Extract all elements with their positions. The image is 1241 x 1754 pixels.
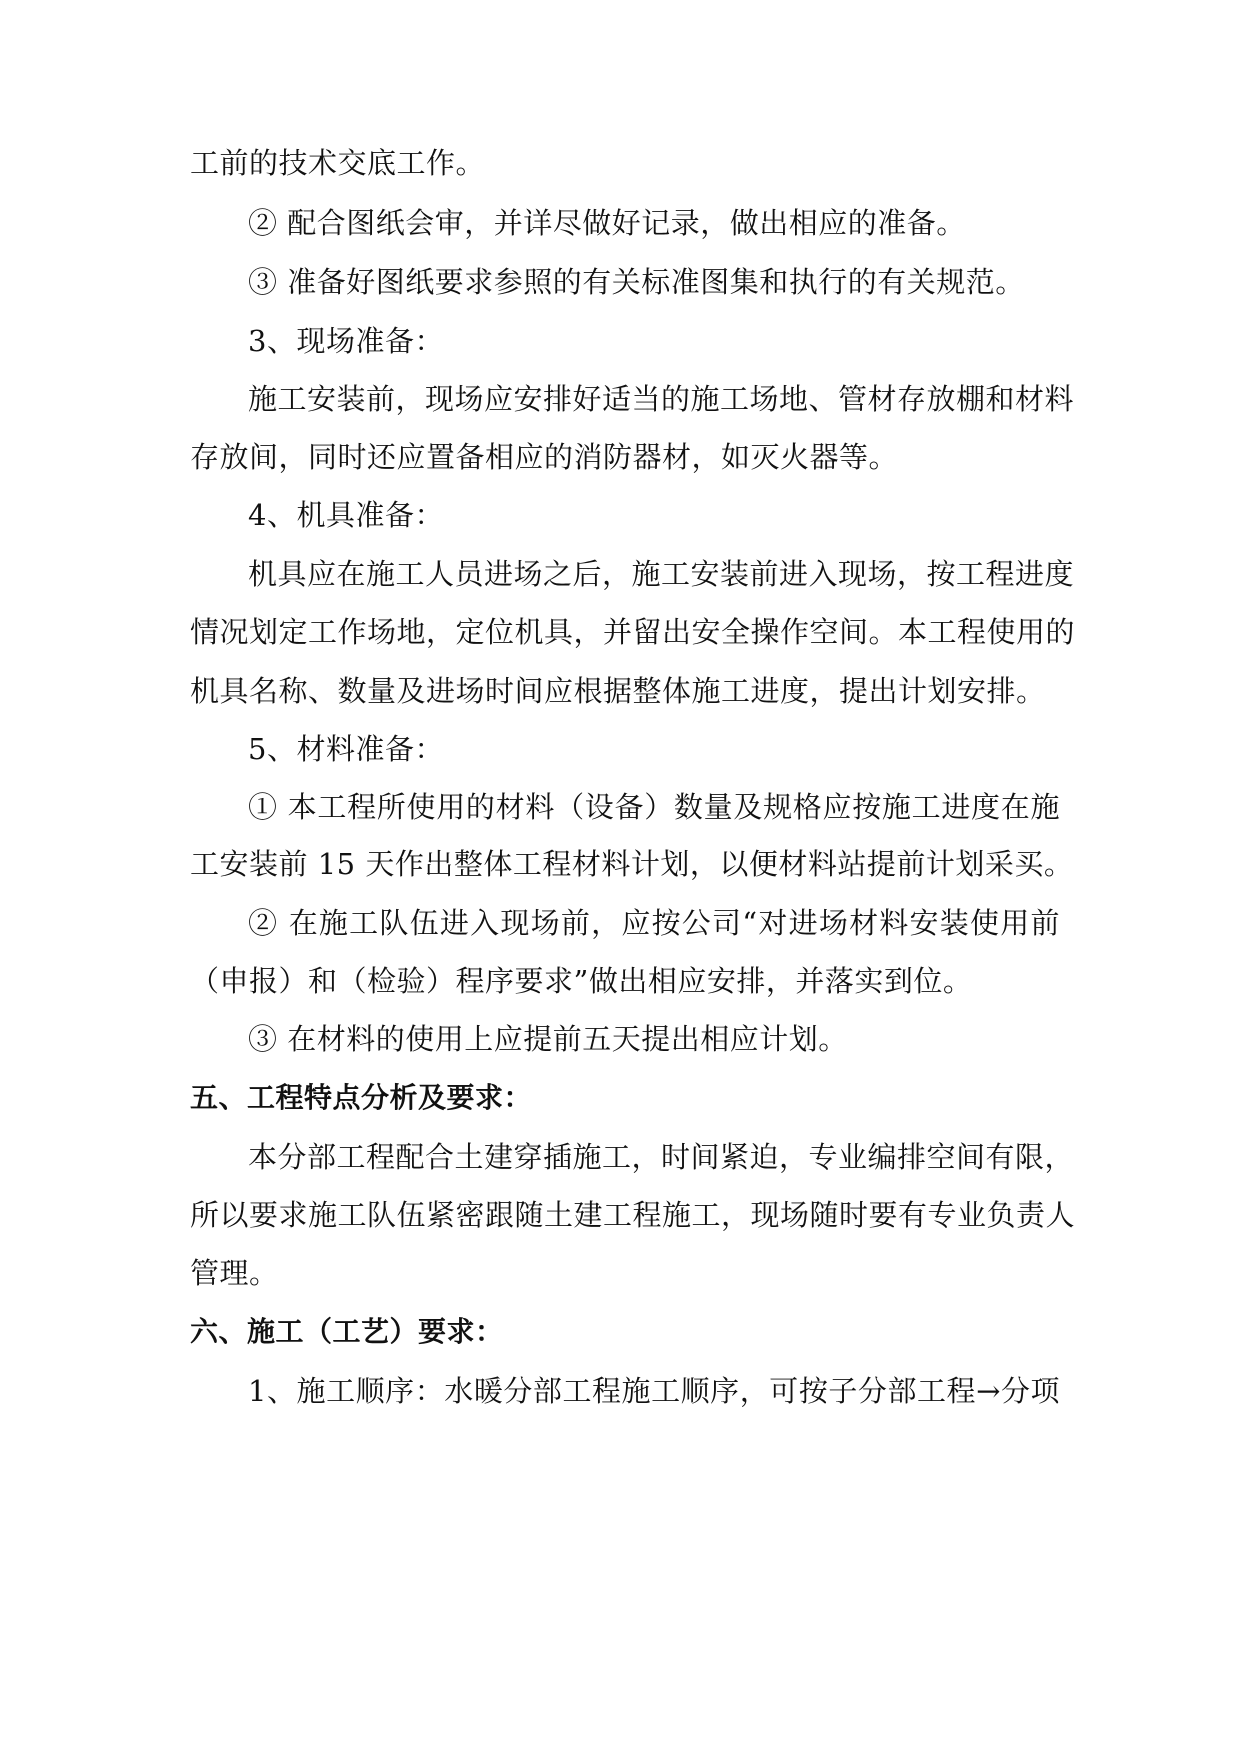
paragraph-line: 机具应在施工人员进场之后，施工安装前进入现场，按工程进度 [248,557,1075,591]
paragraph-line: 施工安装前，现场应安排好适当的施工场地、管材存放棚和材料 [248,382,1075,416]
paragraph-line: 工安装前 15 天作出整体工程材料计划，以便材料站提前计划采买。 [190,847,1074,881]
list-item: ② 配合图纸会审，并详尽做好记录，做出相应的准备。 [248,206,966,240]
list-item: ② 在施工队伍进入现场前，应按公司“对进场材料安装使用前 [248,906,1060,940]
paragraph-line: 存放间，同时还应置备相应的消防器材，如灭火器等。 [190,440,899,474]
paragraph-line: （申报）和（检验）程序要求”做出相应安排，并落实到位。 [190,964,973,998]
list-item: ③ 准备好图纸要求参照的有关标准图集和执行的有关规范。 [248,265,1025,299]
section-heading: 六、施工（工艺）要求： [190,1315,504,1348]
paragraph-line: 所以要求施工队伍紧密跟随土建工程施工，现场随时要有专业负责人 [190,1198,1076,1232]
paragraph-line: 1、施工顺序：水暖分部工程施工顺序，可按子分部工程→分项 [248,1374,1060,1408]
section-heading: 五、工程特点分析及要求： [190,1081,533,1114]
paragraph-line: 情况划定工作场地，定位机具，并留出安全操作空间。本工程使用的 [190,615,1076,649]
text-line: 工前的技术交底工作。 [190,146,486,180]
list-item: ① 本工程所使用的材料（设备）数量及规格应按施工进度在施 [248,790,1060,824]
paragraph-line: 机具名称、数量及进场时间应根据整体施工进度，提出计划安排。 [190,674,1046,708]
paragraph-line: 管理。 [190,1256,279,1290]
subheading: 5、材料准备： [248,732,444,766]
paragraph-line: 本分部工程配合土建穿插施工，时间紧迫，专业编排空间有限， [248,1140,1075,1174]
subheading: 4、机具准备： [248,498,444,532]
list-item: ③ 在材料的使用上应提前五天提出相应计划。 [248,1022,848,1056]
subheading: 3、现场准备： [248,324,444,358]
